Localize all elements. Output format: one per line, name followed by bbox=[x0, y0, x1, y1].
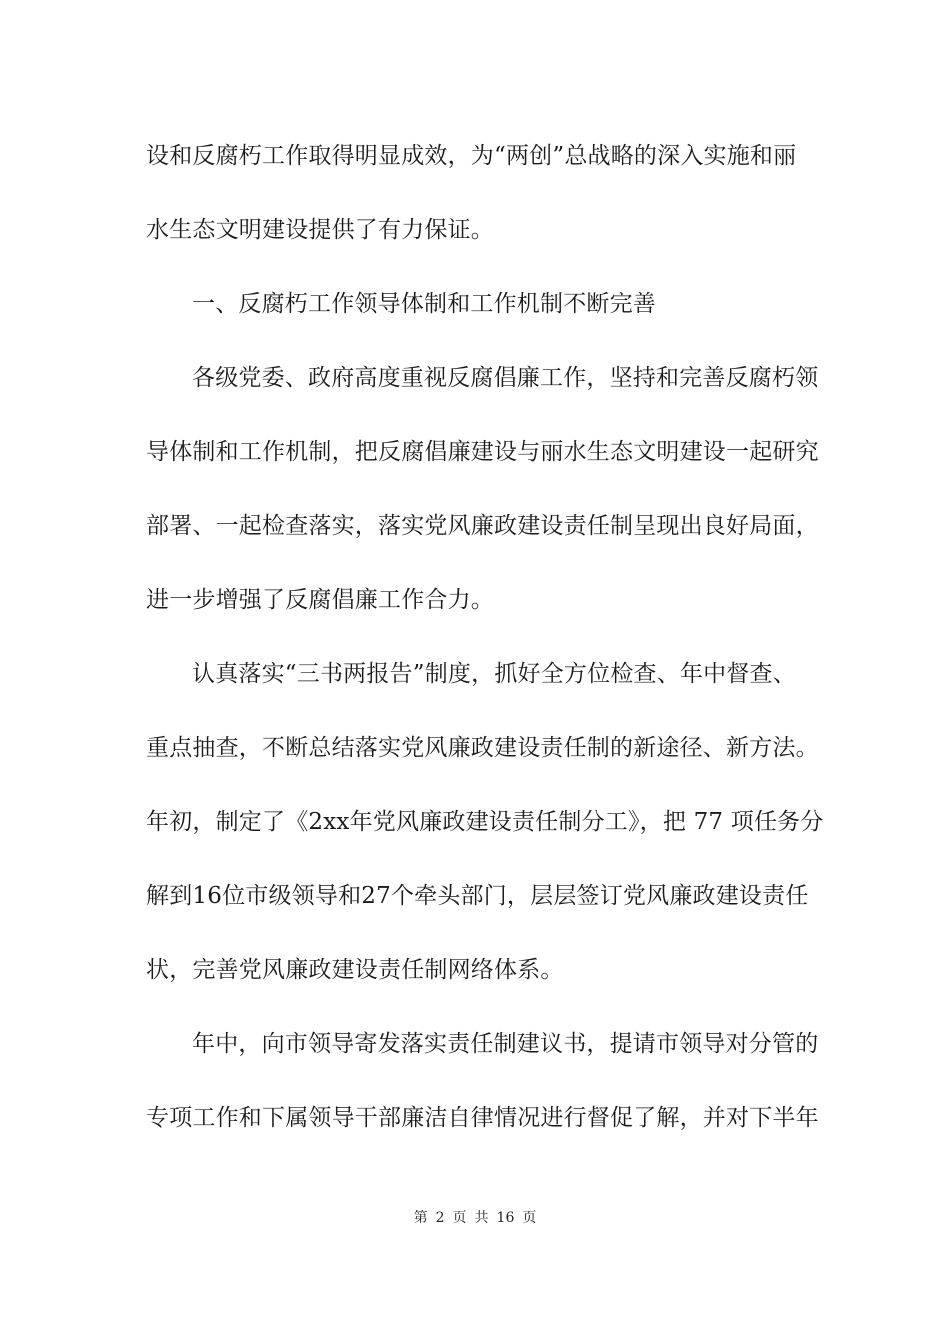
text-line-10: 年初，制定了《2xx年党风廉政建设责任制分工》，把 77 项任务分 bbox=[146, 809, 824, 835]
text-line-2: 水生态文明建设提供了有力保证。 bbox=[146, 217, 494, 243]
footer-page-word: 页 bbox=[452, 1210, 467, 1226]
section-heading: 一、反腐朽工作领导体制和工作机制不断完善 bbox=[192, 291, 656, 317]
text-line-6: 部署、一起检查落实，落实党风廉政建设责任制呈现出良好局面， bbox=[146, 513, 819, 539]
text-line-13: 年中，向市领导寄发落实责任制建议书，提请市领导对分管的 bbox=[192, 1031, 819, 1057]
footer-total-word: 共 bbox=[474, 1210, 489, 1226]
text-line-14: 专项工作和下属领导干部廉洁自律情况进行督促了解，并对下半年 bbox=[146, 1105, 819, 1131]
text-line-4: 各级党委、政府高度重视反腐倡廉工作，坚持和完善反腐朽领 bbox=[192, 365, 819, 391]
footer-total-pages: 16 bbox=[496, 1210, 515, 1226]
footer-prefix: 第 bbox=[413, 1210, 428, 1226]
text-line-9: 重点抽查，不断总结落实党风廉政建设责任制的新途径、新方法。 bbox=[146, 735, 819, 761]
text-line-7: 进一步增强了反腐倡廉工作合力。 bbox=[146, 587, 494, 613]
footer-suffix: 页 bbox=[522, 1210, 537, 1226]
text-line-8: 认真落实“三书两报告”制度，抓好全方位检查、年中督查、 bbox=[192, 661, 796, 687]
text-line-5: 导体制和工作机制，把反腐倡廉建设与丽水生态文明建设一起研究 bbox=[146, 439, 819, 465]
page-footer bbox=[0, 1208, 950, 1228]
text-line-12: 状，完善党风廉政建设责任制网络体系。 bbox=[146, 957, 564, 983]
text-line-11: 解到16位市级领导和27个牵头部门，层层签订党风廉政建设责任 bbox=[146, 883, 809, 909]
text-line-1: 设和反腐朽工作取得明显成效，为“两创”总战略的深入实施和丽 bbox=[146, 143, 797, 169]
footer-current-page: 2 bbox=[435, 1210, 445, 1226]
